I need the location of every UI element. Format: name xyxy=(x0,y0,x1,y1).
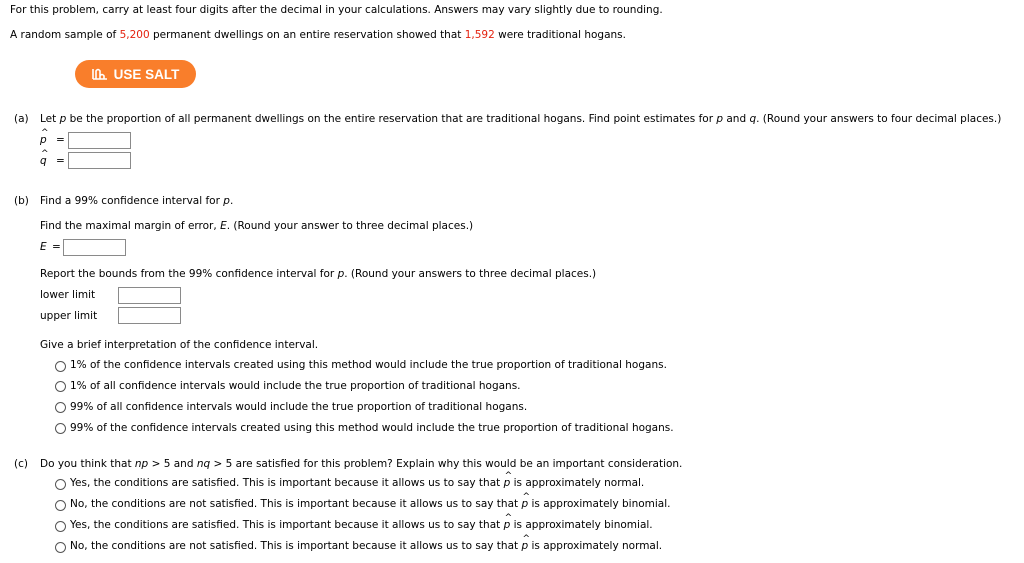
find-ci-text: Find a 99% confidence interval for xyxy=(40,195,224,207)
part-a-text-mid: be the proportion of all permanent dwellings on the entire reservation that are traditional hogans. Find point estimates for xyxy=(66,113,717,125)
part-a-text-pre: Let xyxy=(40,113,60,125)
var-q: q xyxy=(749,113,757,125)
condition-option-1-post: is approximately normal. xyxy=(510,477,645,489)
interpretation-radio-3[interactable] xyxy=(55,402,66,413)
interpretation-radio-4[interactable] xyxy=(55,423,66,434)
instructions-text: For this problem, carry at least four digits after the decimal in your calculations. Answers may vary slightly due to rounding. xyxy=(10,4,663,16)
p-hat-symbol: ^ p xyxy=(521,540,528,552)
part-a-tag: (a) xyxy=(14,113,29,125)
interpretation-option-3[interactable]: 99% of all confidence intervals would include the true proportion of traditional hogans. xyxy=(70,401,528,413)
bounds-text-pre: Report the bounds from the 99% confidence interval for xyxy=(40,268,338,280)
problem-text-mid: permanent dwellings on an entire reservation showed that xyxy=(149,29,465,41)
condition-option-4-pre: No, the conditions are not satisfied. This is important because it allows us to say that xyxy=(70,540,522,552)
p-hat-input[interactable] xyxy=(68,132,131,149)
p-hat-symbol: ^ p xyxy=(504,477,511,489)
problem-statement xyxy=(10,29,626,41)
interpretation-prompt: Give a brief interpretation of the confidence interval. xyxy=(40,339,319,351)
e-symbol: E xyxy=(40,241,47,253)
part-a-text-post: . (Round your answers to four decimal places.) xyxy=(756,113,1002,125)
condition-option-3-post: is approximately binomial. xyxy=(510,519,653,531)
condition-radio-4[interactable] xyxy=(55,542,66,553)
use-salt-label: USE SALT xyxy=(113,66,180,82)
upper-limit-input[interactable] xyxy=(118,307,181,324)
upper-limit-label: upper limit xyxy=(40,310,98,322)
hogan-count-value: 1,592 xyxy=(464,29,495,41)
condition-option-4-post: is approximately normal. xyxy=(528,540,663,552)
interpretation-option-2[interactable]: 1% of all confidence intervals would include the true proportion of traditional hogans. xyxy=(70,380,521,392)
part-c-text-gt1: > 5 and xyxy=(148,458,197,470)
condition-option-3[interactable] xyxy=(70,519,653,531)
q-hat-input[interactable] xyxy=(68,152,131,169)
var-p: p xyxy=(223,195,230,207)
p-hat-label xyxy=(40,134,65,146)
problem-text-pre: A random sample of xyxy=(10,29,120,41)
condition-option-1[interactable] xyxy=(70,477,644,489)
p-hat-equals: = xyxy=(56,134,65,146)
var-np: np xyxy=(134,458,149,470)
p-hat-symbol: ^ p xyxy=(504,519,511,531)
var-p: p xyxy=(337,268,345,280)
lower-limit-input[interactable] xyxy=(118,287,181,304)
find-ci-post: . xyxy=(229,195,234,207)
var-nq: nq xyxy=(196,458,211,470)
problem-text-post: were traditional hogans. xyxy=(494,29,626,41)
part-c-text-pre: Do you think that xyxy=(40,458,135,470)
salt-icon xyxy=(92,67,108,81)
e-label xyxy=(40,241,61,253)
part-b-question xyxy=(40,195,233,207)
margin-error-input[interactable] xyxy=(63,239,126,256)
condition-option-2[interactable] xyxy=(70,498,671,510)
e-equals: = xyxy=(51,241,61,253)
part-c-question xyxy=(40,458,682,470)
var-e: E xyxy=(220,220,227,232)
part-a-text-and: and xyxy=(723,113,750,125)
condition-option-3-pre: Yes, the conditions are satisfied. This is important because it allows us to say that xyxy=(70,519,504,531)
interpretation-radio-2[interactable] xyxy=(55,381,66,392)
p-hat-symbol: ^ p xyxy=(521,498,528,510)
part-a-question xyxy=(40,113,1001,125)
condition-radio-1[interactable] xyxy=(55,479,66,490)
var-p: p xyxy=(59,113,67,125)
sample-size-value: 5,200 xyxy=(119,29,150,41)
condition-radio-3[interactable] xyxy=(55,521,66,532)
bounds-prompt xyxy=(40,268,596,280)
condition-option-2-post: is approximately binomial. xyxy=(528,498,671,510)
condition-option-2-pre: No, the conditions are not satisfied. This is important because it allows us to say that xyxy=(70,498,522,510)
interpretation-radio-1[interactable] xyxy=(55,361,66,372)
condition-option-4[interactable] xyxy=(70,540,662,552)
part-c-text-gt2: > 5 are satisfied for this problem? Explain why this would be an important consideration. xyxy=(210,458,683,470)
margin-text-pre: Find the maximal margin of error, xyxy=(40,220,221,232)
condition-option-1-pre: Yes, the conditions are satisfied. This is important because it allows us to say that xyxy=(70,477,504,489)
use-salt-button[interactable] xyxy=(75,60,196,88)
part-c-tag: (c) xyxy=(14,458,28,470)
interpretation-option-4[interactable]: 99% of the confidence intervals created using this method would include the true proportion of traditional hogans. xyxy=(70,422,674,434)
bounds-text-post: . (Round your answers to three decimal places.) xyxy=(344,268,597,280)
condition-radio-2[interactable] xyxy=(55,500,66,511)
lower-limit-label: lower limit xyxy=(40,289,96,301)
var-p: p xyxy=(716,113,724,125)
interpretation-option-1[interactable]: 1% of the confidence intervals created using this method would include the true proportion of traditional hogans. xyxy=(70,359,667,371)
p-hat-symbol: ^ p xyxy=(40,134,47,146)
margin-text-post: . (Round your answer to three decimal places.) xyxy=(226,220,474,232)
margin-prompt xyxy=(40,220,473,232)
q-hat-label xyxy=(40,155,65,167)
q-hat-equals: = xyxy=(56,155,65,167)
part-b-tag: (b) xyxy=(14,195,29,207)
q-hat-symbol: ^ q xyxy=(40,155,47,167)
